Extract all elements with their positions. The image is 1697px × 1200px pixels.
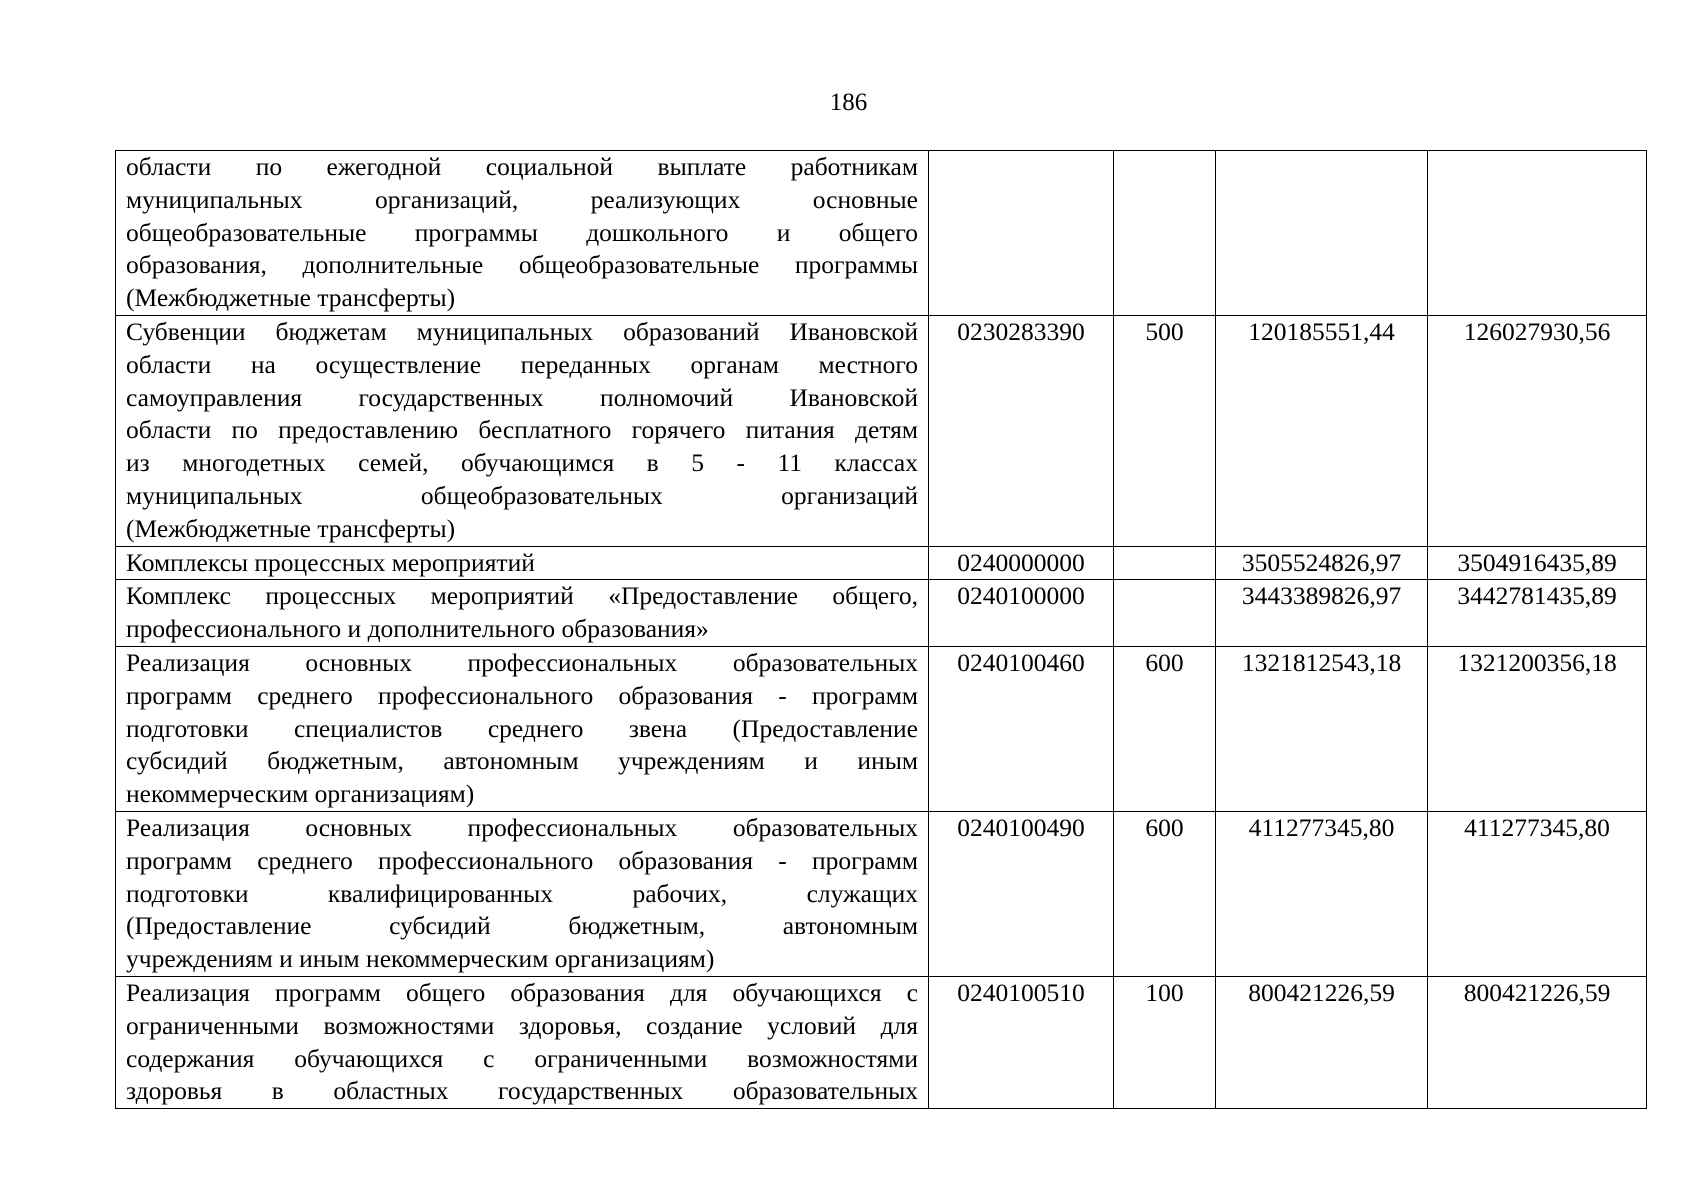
description-line: самоуправления государственных полномочий Ивановской [126,382,918,412]
row-description [116,151,929,316]
amount-year-2: 800421226,59 [1428,976,1647,1108]
table-row [116,315,1647,546]
table-row [116,151,1647,316]
table-row [116,811,1647,976]
description-line: (Межбюджетные трансферты) [126,513,456,543]
target-article-code [929,151,1114,316]
page-number: 186 [829,89,868,116]
row-description [116,315,929,546]
description-line: содержания обучающихся с ограниченными возможностями [126,1043,918,1073]
description-line: (Межбюджетные трансферты) [126,283,456,313]
amount-year-2: 126027930,56 [1428,315,1647,546]
target-article-code: 0240000000 [929,546,1114,580]
expense-type-code [1114,546,1216,580]
description-line: подготовки специалистов среднего звена (Предоставление [126,713,918,743]
target-article-code: 0230283390 [929,315,1114,546]
expense-type-code: 500 [1114,315,1216,546]
row-description [116,646,929,811]
amount-year-2 [1428,151,1647,316]
description-line: Реализация основных профессиональных образовательных [126,812,918,842]
description-line: Реализация основных профессиональных образовательных [126,647,918,677]
target-article-code: 0240100460 [929,646,1114,811]
description-line: субсидий бюджетным, автономным учреждениям и иным [126,746,918,776]
budget-table [115,150,1647,1109]
budget-table-body [116,151,1647,1109]
amount-year-2: 3442781435,89 [1428,580,1647,647]
description-line: образования, дополнительные общеобразовательные программы [126,250,918,280]
description-line: профессионального и дополнительного образования» [126,614,709,644]
amount-year-1: 3443389826,97 [1216,580,1428,647]
description-line: (Предоставление субсидий бюджетным, автономным [126,911,918,941]
description-line: Комплекс процессных мероприятий «Предоставление общего, [126,581,918,611]
description-line: области по предоставлению бесплатного горячего питания детям [126,415,918,445]
target-article-code: 0240100510 [929,976,1114,1108]
amount-year-1: 1321812543,18 [1216,646,1428,811]
description-line: программ среднего профессионального образования - программ [126,845,918,875]
description-line: области на осуществление переданных органам местного [126,349,918,379]
target-article-code: 0240100000 [929,580,1114,647]
row-description [116,546,929,580]
table-row [116,646,1647,811]
description-line: ограниченными возможностями здоровья, создание условий для [126,1010,918,1040]
row-description [116,580,929,647]
expense-type-code [1114,580,1216,647]
description-line: Комплексы процессных мероприятий [126,547,535,577]
amount-year-1: 3505524826,97 [1216,546,1428,580]
expense-type-code: 600 [1114,811,1216,976]
description-line: общеобразовательные программы дошкольного и общего [126,217,918,247]
amount-year-1: 120185551,44 [1216,315,1428,546]
amount-year-2: 411277345,80 [1428,811,1647,976]
description-line: области по ежегодной социальной выплате работникам [126,152,918,181]
row-description [116,811,929,976]
expense-type-code: 100 [1114,976,1216,1108]
table-row [116,976,1647,1108]
description-line: учреждениям и иным некоммерческим организациям) [126,944,715,974]
description-line: программ среднего профессионального образования - программ [126,680,918,710]
table-row [116,580,1647,647]
description-line: муниципальных организаций, реализующих основные [126,184,918,214]
description-line: подготовки квалифицированных рабочих, служащих [126,878,918,908]
amount-year-2: 1321200356,18 [1428,646,1647,811]
expense-type-code: 600 [1114,646,1216,811]
description-line: некоммерческим организациям) [126,779,475,809]
amount-year-1 [1216,151,1428,316]
row-description [116,976,929,1108]
amount-year-1: 411277345,80 [1216,811,1428,976]
expense-type-code [1114,151,1216,316]
amount-year-2: 3504916435,89 [1428,546,1647,580]
target-article-code: 0240100490 [929,811,1114,976]
table-row [116,546,1647,580]
description-line: здоровья в областных государственных образовательных [126,1076,918,1106]
description-line: Субвенции бюджетам муниципальных образований Ивановской [126,316,918,346]
amount-year-1: 800421226,59 [1216,976,1428,1108]
description-line: Реализация программ общего образования для обучающихся с [126,977,918,1007]
description-line: муниципальных общеобразовательных организаций [126,480,918,510]
description-line: из многодетных семей, обучающимся в 5 - 11 классах [126,448,918,478]
